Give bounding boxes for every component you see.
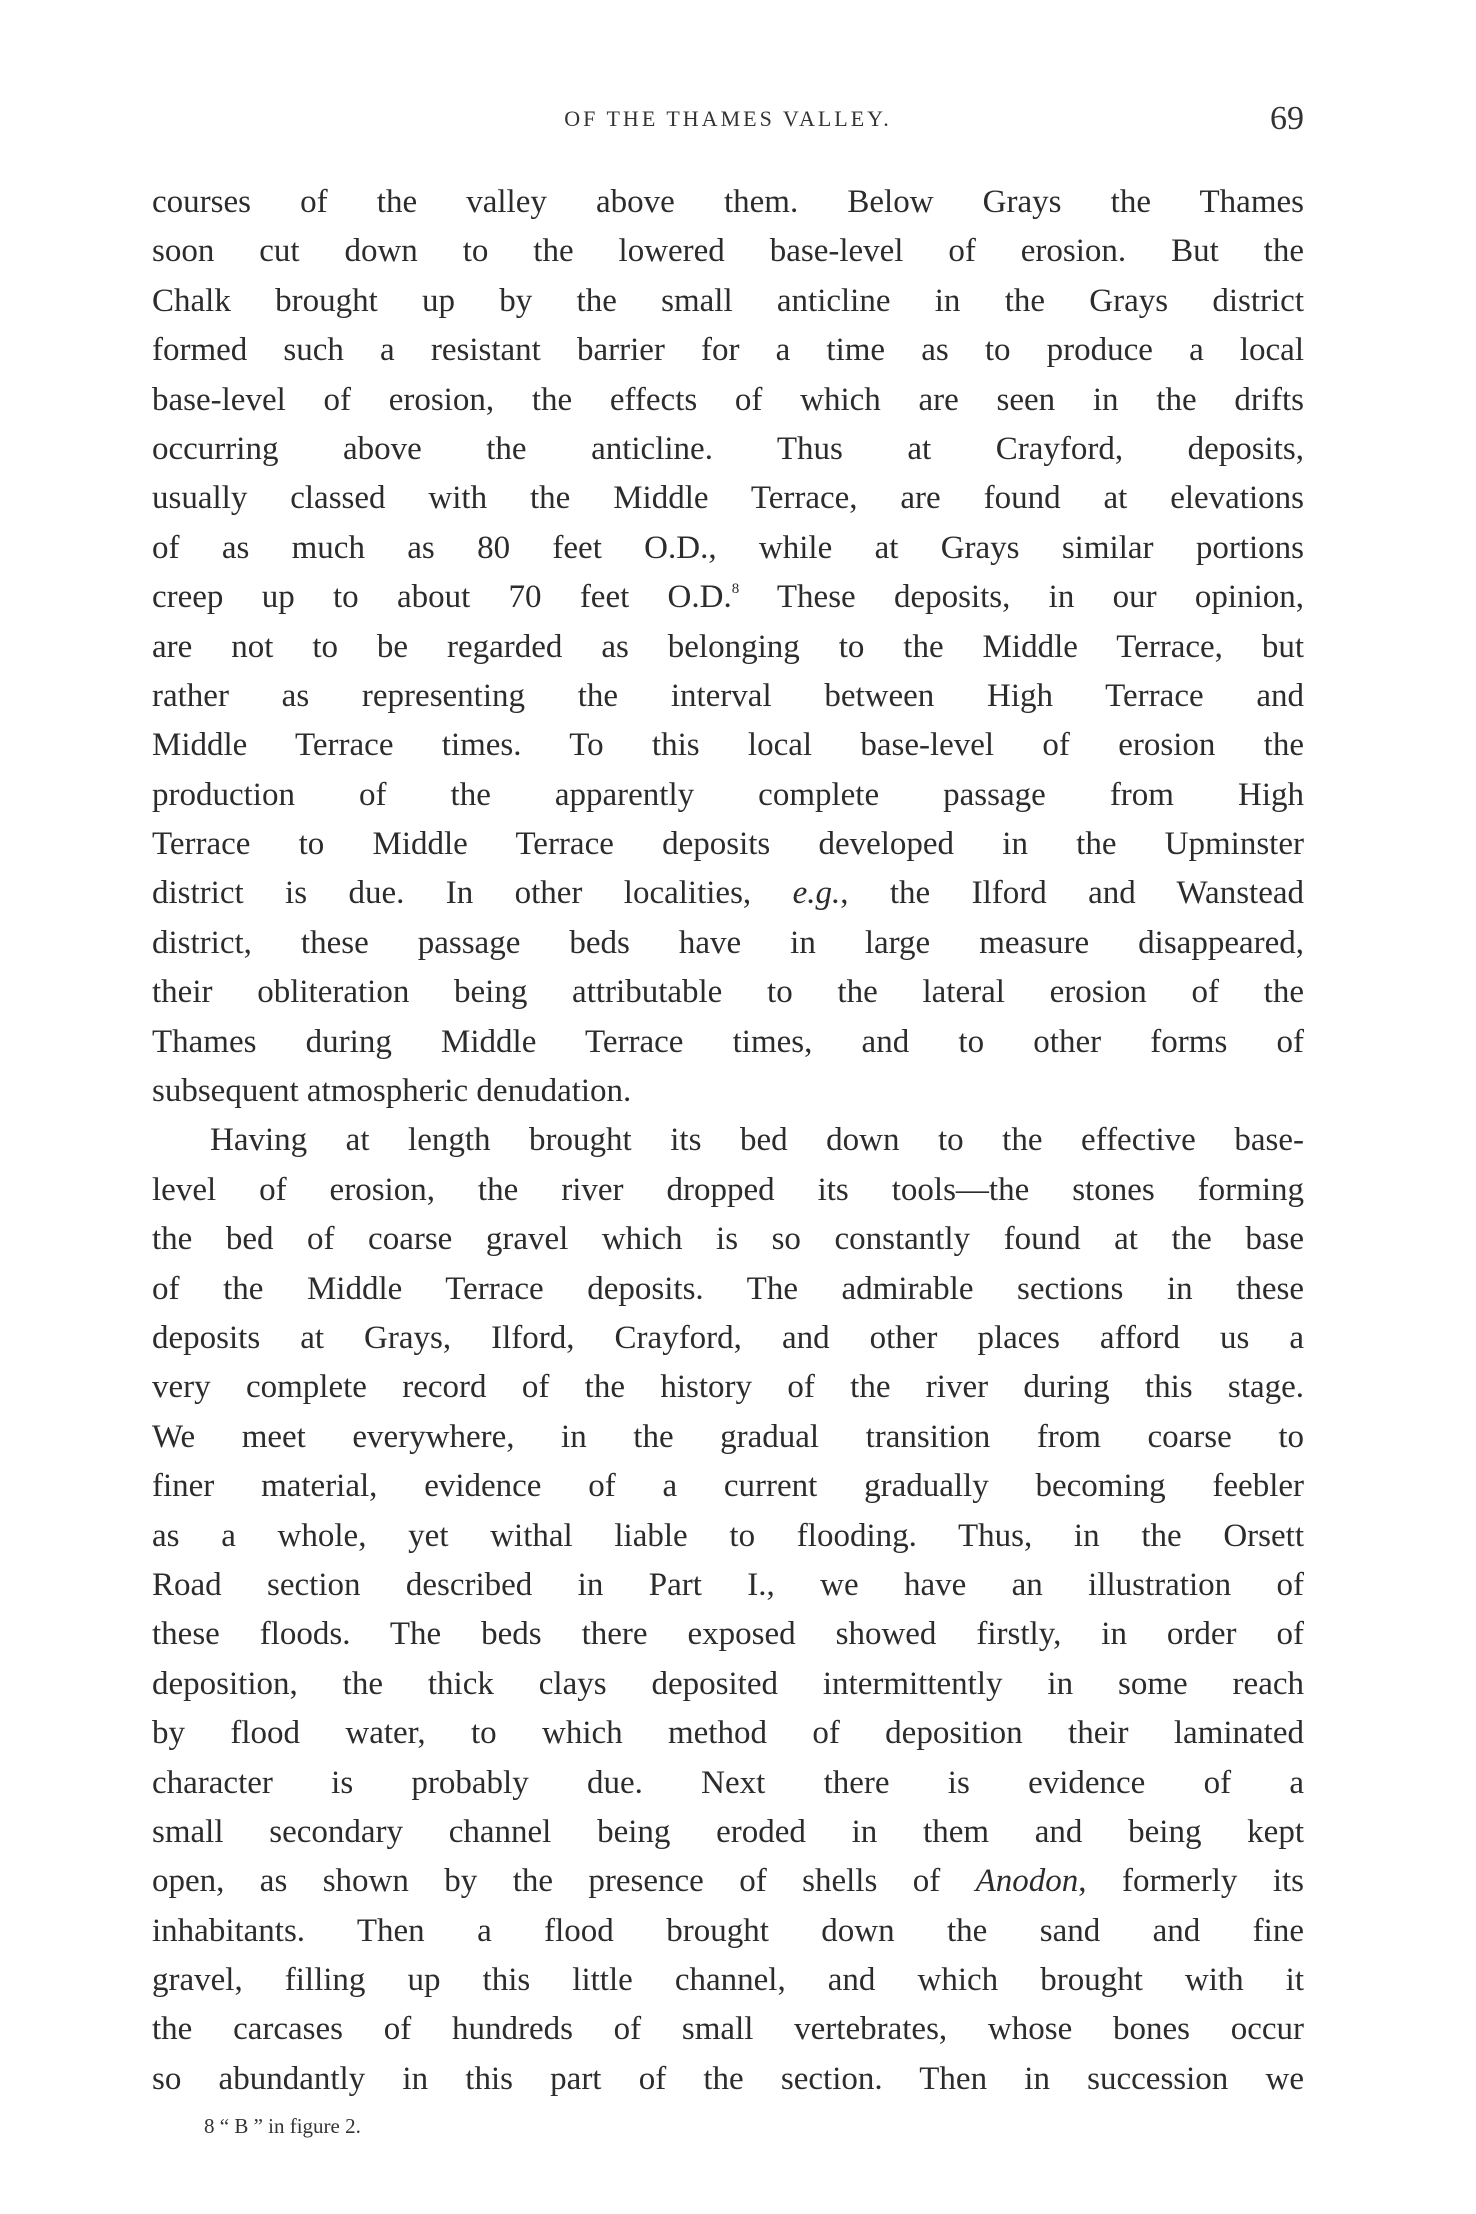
text-line [152,326,1304,375]
text-segment: open, as shown by the presence of shells of [152,1863,976,1900]
text-segment: inhabitants. Then a flood brought down the sand and fine [152,1912,1304,1949]
text-line [152,474,1304,523]
text-line [152,524,1304,573]
text-segment: , formerly its [1078,1863,1304,1900]
text-segment: so abundantly in this part of the section. Then in succession we [152,2060,1304,2097]
text-segment: of the Middle Terrace deposits. The admirable sections in these [152,1270,1304,1307]
text-line [152,2005,1304,2054]
text-segment: Chalk brought up by the small anticline in the Grays district [152,282,1304,319]
running-title: OF THE THAMES VALLEY. [564,106,892,131]
text-segment: Terrace to Middle Terrace deposits developed in the Upminster [152,826,1304,863]
text-line [152,1413,1304,1462]
text-segment: soon cut down to the lowered base-level of erosion. But the [152,233,1304,270]
text-segment: usually classed with the Middle Terrace, are found at elevations [152,480,1304,517]
text-line [152,672,1304,721]
text-segment: of as much as 80 feet O.D., while at Grays similar portions [152,529,1304,566]
text-line [152,1857,1304,1906]
body-text [152,178,1304,2104]
text-line [152,376,1304,425]
text-line [152,1018,1304,1067]
text-segment: base-level of erosion, the effects of which are seen in the drifts [152,381,1304,418]
text-segment: the carcases of hundreds of small vertebrates, whose bones occur [152,2011,1304,2048]
text-line [152,1067,1304,1116]
text-segment: occurring above the anticline. Thus at Crayford, deposits, [152,430,1304,467]
text-segment: subsequent atmospheric denudation. [152,1073,632,1110]
text-line [152,227,1304,276]
text-line [152,1166,1304,1215]
text-segment: finer material, evidence of a current gradually becoming feebler [152,1468,1304,1505]
text-segment: are not to be regarded as belonging to the Middle Terrace, but [152,628,1304,665]
text-segment: formed such a resistant barrier for a time as to produce a local [152,332,1304,369]
text-segment: creep up to about 70 feet O.D. [152,579,732,616]
text-segment: production of the apparently complete passage from High [152,776,1304,813]
text-segment: rather as representing the interval between High Terrace and [152,677,1304,714]
text-segment: very complete record of the history of the river during this stage. [152,1369,1304,1406]
text-segment: Having at length brought its bed down to the effective base- [210,1122,1304,1159]
text-line [152,1462,1304,1511]
text-line [152,1956,1304,2005]
text-segment: character is probably due. Next there is evidence of a [152,1764,1304,1801]
text-segment: deposits at Grays, Ilford, Crayford, and other places afford us a [152,1319,1304,1356]
text-line [152,277,1304,326]
text-line [152,1265,1304,1314]
text-segment: Anodon [975,1863,1079,1900]
text-segment: Middle Terrace times. To this local base-level of erosion the [152,727,1304,764]
text-line [152,1215,1304,1264]
text-line [152,1116,1304,1165]
text-line [152,919,1304,968]
text-line [152,573,1304,622]
text-line [152,771,1304,820]
text-segment: district, these passage beds have in large measure disappeared, [152,924,1304,961]
page-number: 69 [1270,100,1304,137]
text-segment: these floods. The beds there exposed showed firstly, in order of [152,1616,1304,1653]
text-segment: These deposits, in our opinion, [739,579,1304,616]
footnote: 8 “ B ” in figure 2. [204,2114,361,2138]
text-line [152,178,1304,227]
text-segment: deposition, the thick clays deposited intermittently in some reach [152,1665,1304,1702]
text-segment: , the Ilford and Wanstead [840,875,1304,912]
text-segment: as a whole, yet withal liable to flooding. Thus, in the Orsett [152,1517,1304,1554]
text-line [152,2055,1304,2104]
text-segment: Thames during Middle Terrace times, and to other forms of [152,1023,1304,1060]
text-line [152,623,1304,672]
text-line [152,425,1304,474]
text-line [152,1561,1304,1610]
text-segment: courses of the valley above them. Below Grays the Thames [152,184,1304,220]
text-line [152,968,1304,1017]
text-segment: e.g. [792,875,841,912]
text-line [152,869,1304,918]
text-line [152,1907,1304,1956]
text-segment: We meet everywhere, in the gradual transition from coarse to [152,1418,1304,1455]
text-segment: their obliteration being attributable to the lateral erosion of the [152,974,1304,1011]
running-head [152,100,1304,144]
text-segment: Road section described in Part I., we have an illustration of [152,1566,1304,1603]
text-line [152,1759,1304,1808]
text-segment: small secondary channel being eroded in them and being kept [152,1813,1304,1850]
text-line [152,820,1304,869]
text-segment: by flood water, to which method of deposition their laminated [152,1715,1304,1752]
text-line [152,1709,1304,1758]
text-segment: gravel, filling up this little channel, and which brought with it [152,1962,1304,1999]
text-segment: the bed of coarse gravel which is so constantly found at the base [152,1221,1304,1258]
text-line [152,1314,1304,1363]
text-segment: level of erosion, the river dropped its tools—the stones forming [152,1171,1304,1208]
text-line [152,1363,1304,1412]
text-segment: district is due. In other localities, [152,875,793,912]
text-line [152,1610,1304,1659]
text-line [152,1512,1304,1561]
text-line [152,1660,1304,1709]
text-line [152,1808,1304,1857]
text-line [152,721,1304,770]
footnote-ref: 8 [731,581,740,598]
